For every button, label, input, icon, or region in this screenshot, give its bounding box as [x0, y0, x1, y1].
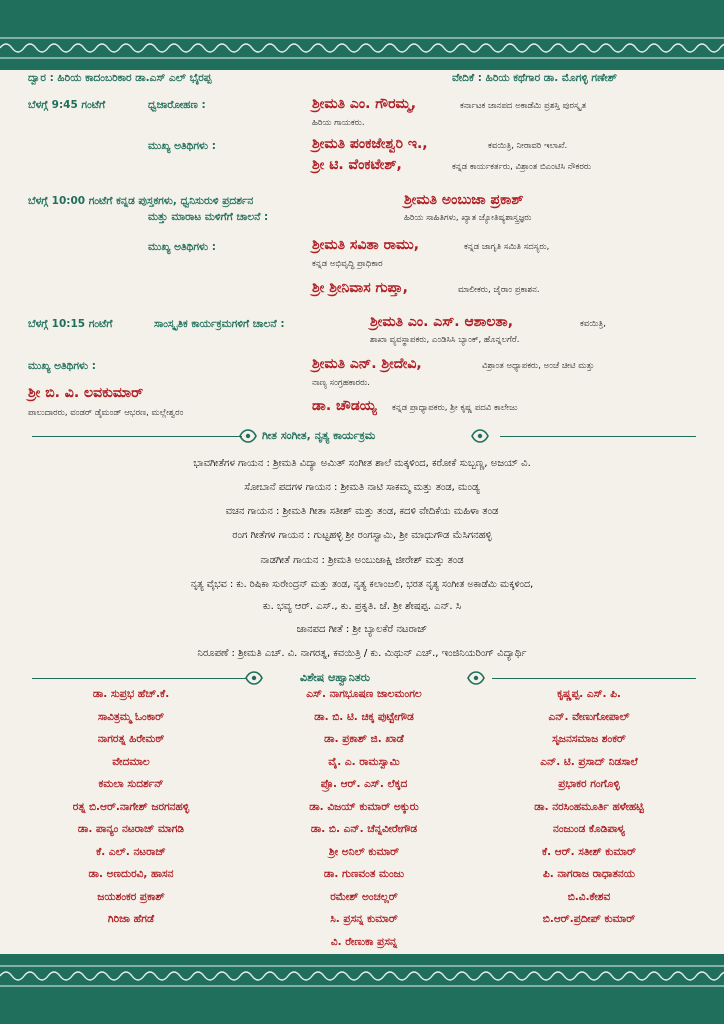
wave-border-icon [0, 36, 724, 60]
flag-guest2: ಶ್ರೀ ಟಿ. ವೆಂಕಟೇಶ್, [312, 157, 402, 173]
music-line: ಸೋಬಾನೆ ಪದಗಳ ಗಾಯನ : ಶ್ರೀಮತಿ ನಾಟಿ ಸಾಕಮ್ಮ ಮತ್ತು ತಂಡ, ಮಂಡ್ಯ [244, 482, 480, 493]
invitee-name: ರಮೇಶ್ ಅಂಚಲ್ಲರ್ [330, 890, 398, 903]
invitee-name: ಪಿ. ನಾಗರಾಜ ರಾಧಾತನಯ [543, 868, 635, 880]
invitee-name: ಡಾ. ಪಾನ್ಯಂ ನಟರಾಜ್ ಮಾಗಡಿ [77, 823, 185, 835]
books-guest2: ಶ್ರೀ ಶ್ರೀನಿವಾಸ ಗುಪ್ತಾ, [312, 280, 408, 296]
music-section-title: ಗೀತ ಸಂಗೀತ, ನೃತ್ಯ ಕಾರ್ಯಕ್ರಮ [262, 429, 376, 442]
top-border-band [0, 0, 724, 70]
culture-guest2: ಶ್ರೀ ಬಿ. ವಿ. ಲವಕುಮಾರ್ [28, 385, 144, 401]
culture-guest3: ಡಾ. ಚೌಡಯ್ಯ [312, 398, 377, 414]
scroll-ornament-icon [244, 670, 264, 686]
invitee-name: ವಿ. ರೇಣುಕಾ ಪ್ರಸನ್ನ [330, 935, 398, 948]
books-guest1-desc2: ಕನ್ನಡ ಅಭಿವೃದ್ಧಿ ಪ್ರಾಧಿಕಾರ [312, 259, 383, 269]
invitee-name: ಡಾ. ಬಿ. ಎನ್. ಚೆನ್ನವೀರೇಗೌಡ [310, 823, 418, 835]
music-divider-right [500, 436, 696, 437]
stage-dedication: ವೇದಿಕೆ : ಹಿರಿಯ ಕಥೆಗಾರ ಡಾ. ಮೊಗಳ್ಳಿ ಗಣೇಶ್ [452, 72, 617, 84]
scroll-ornament-icon [470, 428, 490, 444]
culture-guest1: ಶ್ರೀಮತಿ ಎನ್. ಶ್ರೀದೇವಿ, [312, 356, 422, 372]
flag-person-desc2: ಹಿರಿಯ ಗಾಯಕರು. [312, 118, 365, 128]
invitees-divider-left [32, 678, 246, 679]
culture-guest1-desc1: ವಿಶ್ರಾಂತ ಅಧ್ಯಾಪಕರು, ಅಂಚೆ ಚೀಟಿ ಮತ್ತು [482, 361, 595, 371]
flag-guest2-desc: ಕನ್ನಡ ಕಾರ್ಯಕರ್ತರು, ವಿಶ್ರಾಂತ ಬಿಎಂಟಿಸಿ ನೌಕರರು [452, 162, 592, 172]
books-person-desc: ಹಿರಿಯ ಸಾಹಿತಿಗಳು, ಖ್ಯಾತ ಜ್ಯೋತಿಷ್ಯಶಾಸ್ತ್ರಜ್ಞರು [404, 213, 532, 223]
invitee-name: ಕಮಲಾ ಸುದರ್ಶನ್ [98, 778, 164, 790]
music-line: ಕು. ಭವ್ಯ ಆರ್. ಎಸ್., ಕು. ಪ್ರಕೃತಿ. ಜೆ. ಶ್ರೀ ಶೇಷಪ್ಪ. ಎನ್. ಸಿ [262, 601, 462, 612]
music-line: ನೃತ್ಯ ವೈಭವ : ಕು. ರಿಷಿಕಾ ಸುರೇಂದ್ರನ್ ಮತ್ತು ತಂಡ, ನೃತ್ಯ ಕಲಾಂಜಲಿ, ಭರತ ನೃತ್ಯ ಸಂಗೀತ ಅಕಾಡೆಮಿ ಮಕ್ಕಳಿಂದ, [190, 579, 534, 590]
invitee-name: ಗಿರಿಜಾ ಹೆಗಡೆ [107, 913, 155, 925]
culture-event: ಸಾಂಸ್ಕೃತಿಕ ಕಾರ್ಯಕ್ರಮಗಳಿಗೆ ಚಾಲನೆ : [154, 318, 285, 330]
invitee-name: ಬಿ.ಆರ್.ಪ್ರದೀಪ್ ಕುಮಾರ್ [542, 913, 636, 925]
books-time-event1: ಬೆಳಗ್ಗೆ 10:00 ಗಂಟೆಗೆ ಕನ್ನಡ ಪುಸ್ತಕಗಳು, ಧ್ವನಿಸುರುಳಿ ಪ್ರದರ್ಶನ [28, 195, 254, 207]
flag-guest1-desc: ಕವಯಿತ್ರಿ, ನೀರಾವರಿ ಇಲಾಖೆ. [488, 141, 568, 151]
invitee-name: ಜಯಶಂಕರ ಪ್ರಕಾಶ್ [97, 890, 165, 903]
invitee-name: ಬಿ.ವಿ.ಕೇಶವ [567, 890, 611, 903]
invitees-section-title: ವಿಶೇಷ ಆಹ್ವಾನಿತರು [300, 671, 371, 684]
invitee-name: ಡಾ. ಗುಣವಂತ ಮಂಜು [323, 868, 405, 880]
invitee-name: ಸಿ. ಪ್ರಸನ್ನ ಕುಮಾರ್ [330, 913, 398, 925]
invitee-name: ಸೃಜನಸಮಾಜ ಶಂಕರ್ [552, 733, 626, 745]
music-line: ರಂಗ ಗೀತೆಗಳ ಗಾಯನ : ಗುಟ್ಟಹಳ್ಳಿ ಶ್ರೀ ರಂಗಸ್ವಾಮಿ, ಶ್ರೀ ಮಾಧುಗೌಡ ಮೆಸಿಗನಹಳ್ಳಿ [232, 530, 492, 541]
invitee-name: ಡಾ. ಬಿ. ಟಿ. ಚಿಕ್ಕ ಪುಟ್ಟೇಗೌಡ [314, 710, 414, 723]
scroll-ornament-icon [238, 428, 258, 444]
invitee-name: ವೇದಮಾಲ [112, 755, 150, 768]
music-line: ಭಾವಗೀತೆಗಳ ಗಾಯನ : ಶ್ರೀಮತಿ ವಿದ್ಯಾ ಅಮಿತ್ ಸಂಗೀತ ಶಾಲೆ ಮಕ್ಕಳಿಂದ, ಕರೋಕೆ ಸುಬ್ಬಣ್ಣ, ಅಜಯ್ ವಿ. [193, 458, 531, 469]
invitee-name: ಎಸ್. ನಾಗಭೂಷಣ ಜಾಲಮಂಗಲ [306, 688, 422, 700]
culture-guest3-desc: ಕನ್ನಡ ಪ್ರಾಧ್ಯಾಪಕರು, ಶ್ರೀ ಕೃಷ್ಣ ಪದವಿ ಕಾಲೇಜು [392, 403, 518, 413]
bottom-border-band [0, 954, 724, 1024]
culture-person-desc2: ಶಾಖಾ ವ್ಯವಸ್ಥಾಪಕರು, ಎಂಡಿಸಿಸಿ ಬ್ಯಾಂಕ್, ಹೊನ್ನಲಗೆರೆ. [370, 335, 520, 345]
invitee-name: ಪ್ರೊ. ಆರ್. ಎಸ್. ಲೆಕ್ಕದ [320, 778, 408, 790]
flag-guest1: ಶ್ರೀಮತಿ ಪಂಕಜೇಶ್ವರಿ ಇ., [312, 136, 428, 152]
invitee-name: ಎನ್. ವೇಣುಗೋಪಾಲ್ [548, 710, 630, 723]
books-time-event2: ಮತ್ತು ಮಾರಾಟ ಮಳಿಗೆಗೆ ಚಾಲನೆ : [148, 211, 269, 223]
culture-guest2-desc: ಪಾಲುದಾರರು, ವಂಡರ್ ಡೈಮಂಡ್ ಆಭರಣ, ಮಲ್ಲೇಶ್ವರಂ [28, 408, 184, 418]
invitees-divider-right [492, 678, 696, 679]
flag-person: ಶ್ರೀಮತಿ ಎಂ. ಗೌರಮ್ಮ, [312, 96, 417, 112]
books-guests-label: ಮುಖ್ಯ ಅತಿಥಿಗಳು : [148, 241, 216, 253]
books-guest1: ಶ್ರೀಮತಿ ಸವಿತಾ ರಾಮು, [312, 237, 420, 253]
scroll-ornament-icon [466, 670, 486, 686]
invitee-name: ಡಾ. ವಿಜಯ್ ಕುಮಾರ್ ಅಕ್ಕುರು [309, 800, 419, 813]
gate-dedication: ದ್ವಾರ : ಹಿರಿಯ ಕಾದಂಬರಿಕಾರ ಡಾ.ಎಸ್ ಎಲ್ ಭೈರಪ್ಪ [28, 72, 212, 84]
wave-border-icon [0, 964, 724, 988]
music-line: ನಿರೂಪಣೆ : ಶ್ರೀಮತಿ ಎಚ್. ವಿ. ನಾಗರತ್ನ, ಕವಯಿತ್ರಿ / ಕು. ಮಿಥುನ್ ಎಚ್., ಇಂಜಿನಿಯರಿಂಗ್ ವಿದ್ಯಾರ್ಥಿ [197, 648, 527, 659]
culture-person-desc1: ಕವಯಿತ್ರಿ, [580, 319, 606, 329]
flag-guests-label: ಮುಖ್ಯ ಅತಿಥಿಗಳು : [148, 140, 216, 152]
invitee-name: ಶ್ರೀ ಅನಿಲ್ ಕುಮಾರ್ [328, 845, 400, 858]
books-guest2-desc: ಮಾಲೀಕರು, ಜೈರಾಂ ಪ್ರಕಾಶನ. [458, 285, 540, 295]
invitee-name: ಎನ್. ಟಿ. ಪ್ರಸಾದ್ ನಿಡಸಾಲೆ [540, 755, 638, 768]
flag-time: ಬೆಳಗ್ಗೆ 9:45 ಗಂಟೆಗೆ [28, 99, 106, 111]
books-person: ಶ್ರೀಮತಿ ಅಂಬುಜಾ ಪ್ರಕಾಶ್ [404, 192, 524, 208]
culture-time: ಬೆಳಗ್ಗೆ 10:15 ಗಂಟೆಗೆ [28, 318, 113, 330]
invitee-name: ಡಾ. ಸುಪ್ರಭ ಹೆಚ್.ಕೆ. [92, 688, 170, 700]
invitee-name: ಕೆ. ಆರ್. ಸತೀಶ್ ಕುಮಾರ್ [541, 845, 636, 858]
music-line: ನಾಡಗೀತೆ ಗಾಯನ : ಶ್ರೀಮತಿ ಅಂಬುಜಾಕ್ಷಿ ಜೀರೇಶ್ ಮತ್ತು ತಂಡ [260, 555, 464, 566]
invitee-name: ಡಾ. ಪ್ರಕಾಶ್ ಜಿ. ಖಾಡೆ [324, 733, 404, 745]
flag-person-desc1: ಕರ್ನಾಟಕ ಜಾನಪದ ಅಕಾಡೆಮಿ ಪ್ರಶಸ್ತಿ ಪುರಸ್ಕೃತ [460, 101, 587, 111]
flag-event: ಧ್ವಜಾರೋಹಣ : [148, 99, 206, 111]
invitee-name: ಕೃಷ್ಣಪ್ಪ. ಎಸ್. ಪಿ. [557, 688, 621, 700]
music-line: ಜಾನಪದ ಗೀತೆ : ಶ್ರೀ ಬ್ಯಾಲಕೆರೆ ನಟರಾಜ್ [296, 624, 428, 635]
books-guest1-desc1: ಕನ್ನಡ ಜಾಗೃತಿ ಸಮಿತಿ ಸದಸ್ಯರು, [464, 242, 550, 252]
invitee-name: ಡಾ. ಅಣದುರವಿ, ಹಾಸನ [88, 868, 174, 880]
culture-person: ಶ್ರೀಮತಿ ಎಂ. ಎಸ್. ಆಶಾಲತಾ, [370, 314, 514, 330]
culture-guests-label: ಮುಖ್ಯ ಅತಿಥಿಗಳು : [28, 360, 96, 372]
invitee-name: ಸಾವಿತ್ರಮ್ಮ ಓಂಕಾರ್ [97, 710, 165, 723]
invitee-name: ವೈ. ಎ. ರಾಮಸ್ವಾಮಿ [328, 755, 400, 768]
invitee-name: ನಾಗರತ್ನ ಹಿರೇಮಠ್ [97, 733, 165, 745]
invitee-name: ಡಾ. ನರಸಿಂಹಮೂರ್ತಿ ಹಳೇಹಟ್ಟಿ [534, 800, 644, 813]
music-divider-left [32, 436, 242, 437]
invitee-name: ನಂಜುಂಡ ಕೊಡಿಪಾಳ್ಯ [553, 823, 625, 835]
invitee-name: ಪ್ರಭಾಕರ ಗಂಗೊಳ್ಳಿ [558, 778, 620, 790]
invitee-name: ಕೆ. ಎಲ್. ನಟರಾಜ್ [96, 845, 166, 858]
culture-guest1-desc2: ನಾಣ್ಯ ಸಂಗ್ರಹಕಾರರು. [312, 378, 370, 388]
music-line: ವಚನ ಗಾಯನ : ಶ್ರೀಮತಿ ಗೀತಾ ಸತೀಶ್ ಮತ್ತು ತಂಡ, ಕದಳಿ ವೇದಿಕೆಯ ಮಹಿಳಾ ತಂಡ [225, 506, 499, 517]
invitee-name: ರತ್ನ ಬಿ.ಆರ್.ನಾಗೇಶ್ ಜರಗನಹಳ್ಳಿ [72, 800, 190, 813]
